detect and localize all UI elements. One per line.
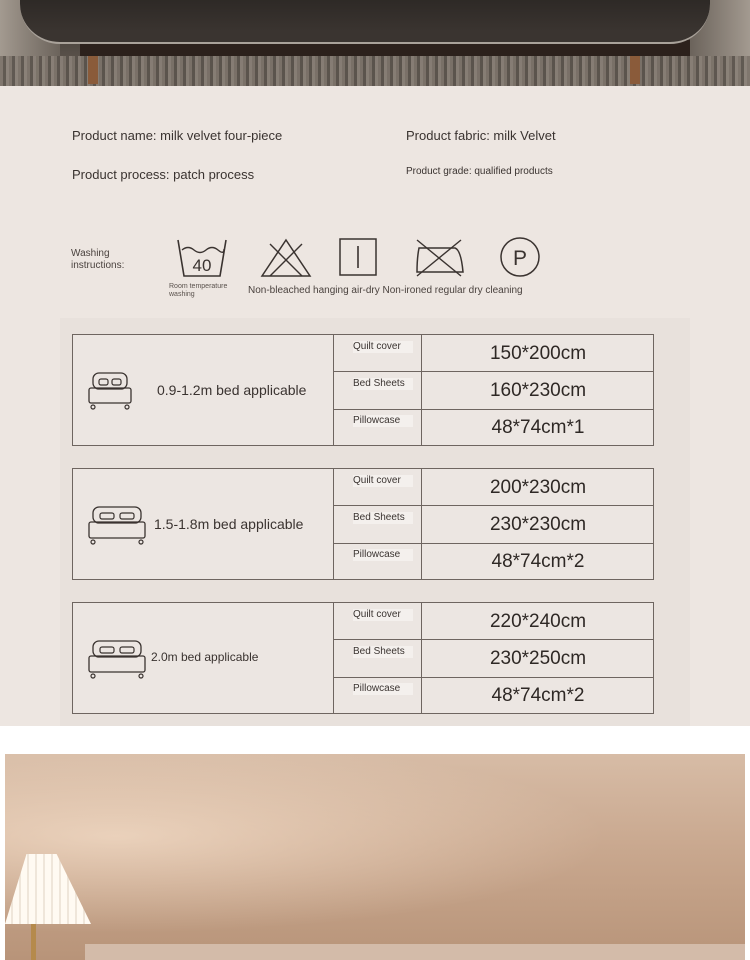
care-instructions-text: Non-bleached hanging air-dry Non-ironed regular dry cleaning <box>248 285 523 296</box>
table-row <box>333 543 653 580</box>
item-name: Bed Sheets <box>353 646 413 658</box>
bed-leg <box>88 56 98 84</box>
table-row <box>333 371 653 410</box>
item-name: Quilt cover <box>353 475 413 487</box>
product-process: Product process: patch process <box>72 167 255 182</box>
bed-icon <box>88 639 146 686</box>
wash-temperature-caption: Room temperature washing <box>169 283 228 298</box>
item-size: 160*230cm <box>489 380 587 401</box>
dry-clean-letter: P <box>512 247 528 270</box>
bed-size-cell <box>73 335 334 445</box>
lamp-stem <box>31 924 36 960</box>
item-size: 230*250cm <box>489 648 587 669</box>
bed-size-label: 2.0m bed applicable <box>151 650 259 664</box>
bed-size-label: 0.9-1.2m bed applicable <box>157 382 307 398</box>
item-size: 48*74cm*1 <box>491 417 585 438</box>
bed-icon <box>88 371 132 416</box>
bed-icon <box>88 505 146 552</box>
size-table <box>72 602 654 714</box>
product-grade: Product grade: qualified products <box>406 166 553 177</box>
no-iron-icon <box>413 238 465 278</box>
size-table <box>72 468 654 580</box>
table-row <box>333 639 653 678</box>
wash-tub-icon <box>176 236 228 280</box>
washing-instructions-label: Washing instructions: <box>71 248 125 271</box>
item-name: Bed Sheets <box>353 378 413 390</box>
table-row <box>333 603 653 640</box>
no-bleach-icon <box>260 238 312 278</box>
size-table <box>72 334 654 446</box>
bed-edge <box>85 944 745 960</box>
item-size: 230*230cm <box>489 514 587 535</box>
table-row <box>333 677 653 714</box>
item-name: Bed Sheets <box>353 512 413 524</box>
item-size: 48*74cm*2 <box>491 685 585 706</box>
item-name: Quilt cover <box>353 609 413 621</box>
dry-clean-icon <box>499 236 541 278</box>
wash-temperature: 40 <box>192 256 212 275</box>
table-row <box>333 469 653 506</box>
bed-size-label: 1.5-1.8m bed applicable <box>154 516 304 532</box>
bottom-lifestyle-photo <box>5 754 745 960</box>
bed-leg <box>630 56 640 84</box>
light-glow <box>5 754 745 960</box>
product-fabric: Product fabric: milk Velvet <box>406 128 556 143</box>
product-name: Product name: milk velvet four-piece <box>72 128 283 143</box>
item-size: 200*230cm <box>489 477 587 498</box>
bed-size-cell <box>73 603 334 713</box>
bed-size-cell <box>73 469 334 579</box>
item-name: Pillowcase <box>353 415 413 427</box>
duvet <box>20 0 710 44</box>
table-row <box>333 505 653 544</box>
hang-dry-icon <box>339 238 377 276</box>
item-name: Quilt cover <box>353 341 413 353</box>
item-size: 150*200cm <box>489 343 587 364</box>
item-size: 220*240cm <box>489 611 587 632</box>
table-row <box>333 335 653 372</box>
item-size: 48*74cm*2 <box>491 551 585 572</box>
top-product-photo <box>0 0 750 86</box>
item-name: Pillowcase <box>353 549 413 561</box>
item-name: Pillowcase <box>353 683 413 695</box>
table-row <box>333 409 653 446</box>
